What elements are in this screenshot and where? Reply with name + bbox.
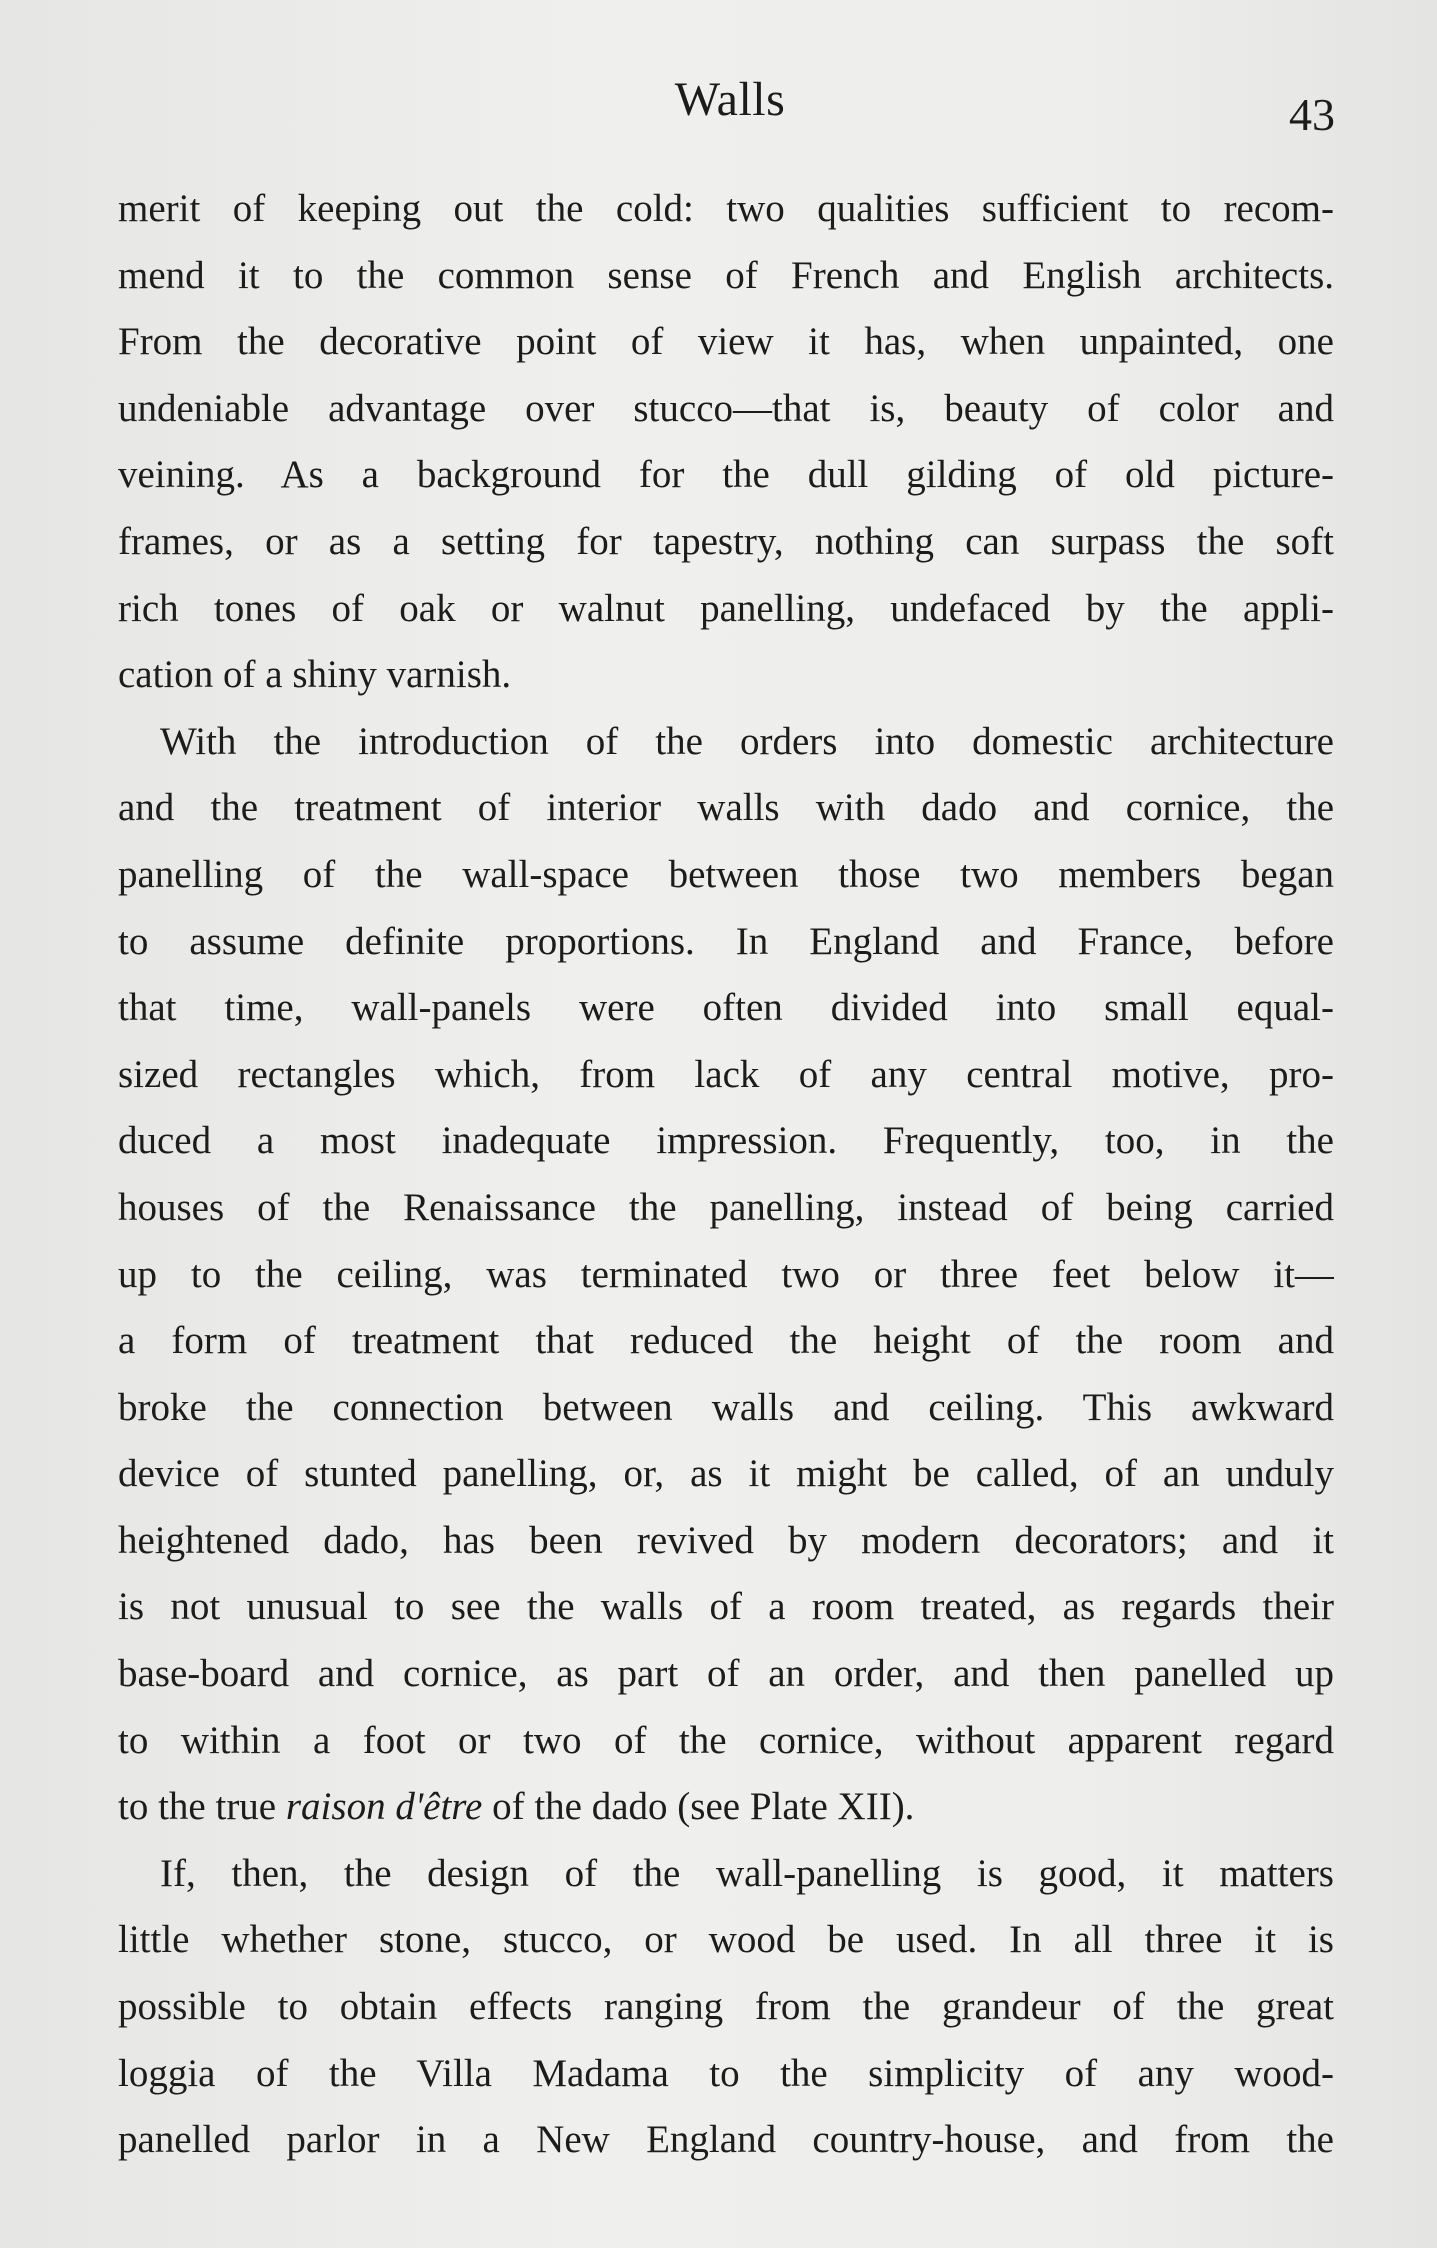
body-text: [118, 176, 1334, 2174]
text-line: undeniable advantage over stucco—that is, beauty of color and: [118, 386, 1334, 430]
text-line: If, then, the design of the wall-panelling is good, it matters: [160, 1851, 1334, 1895]
text-line: rich tones of oak or walnut panelling, undefaced by the appli-: [118, 586, 1334, 630]
running-head-title: Walls: [674, 73, 786, 126]
text-line: loggia of the Villa Madama to the simplicity of any wood-: [118, 2051, 1334, 2095]
text-line: mend it to the common sense of French and English architects.: [118, 253, 1334, 297]
text-line: that time, wall-panels were often divided into small equal-: [118, 986, 1334, 1030]
text-fragment: to the true: [118, 1785, 286, 1829]
text-line: and the treatment of interior walls with dado and cornice, the: [118, 786, 1334, 830]
text-line: veining. As a background for the dull gilding of old picture-: [118, 453, 1334, 497]
text-line: panelled parlor in a New England country-house, and from the: [118, 2118, 1334, 2162]
text-line: From the decorative point of view it has, when unpainted, one: [118, 320, 1334, 364]
text-line: is not unusual to see the walls of a room treated, as regards their: [118, 1585, 1334, 1629]
text-line: panelling of the wall-space between those two members began: [118, 852, 1334, 896]
italic-phrase: raison d'être: [285, 1785, 483, 1829]
text-line: little whether stone, stucco, or wood be used. In all three it is: [118, 1918, 1334, 1962]
text-line-with-italic: [118, 1774, 1334, 1841]
text-line: With the introduction of the orders into domestic architecture: [160, 719, 1334, 763]
text-line: device of stunted panelling, or, as it might be called, of an unduly: [118, 1452, 1334, 1496]
text-line: houses of the Renaissance the panelling, instead of being carried: [118, 1185, 1334, 1229]
text-line: merit of keeping out the cold: two qualities sufficient to recom-: [118, 187, 1334, 230]
page-number: 43: [1289, 89, 1335, 140]
text-fragment: of the dado (see Plate XII).: [482, 1785, 915, 1829]
text-line: sized rectangles which, from lack of any central motive, pro-: [118, 1052, 1334, 1096]
text-line: to within a foot or two of the cornice, without apparent regard: [118, 1718, 1334, 1762]
text-line: broke the connection between walls and ceiling. This awkward: [118, 1385, 1334, 1429]
text-line: cation of a shiny varnish.: [118, 653, 512, 697]
text-line: a form of treatment that reduced the height of the room and: [118, 1319, 1334, 1363]
text-line: heightened dado, has been revived by modern decorators; and it: [118, 1518, 1334, 1562]
text-line: frames, or as a setting for tapestry, nothing can surpass the soft: [118, 519, 1334, 563]
text-line: possible to obtain effects ranging from the grandeur of the great: [118, 1985, 1334, 2029]
text-line: base-board and cornice, as part of an order, and then panelled up: [118, 1652, 1334, 1696]
text-line: to assume definite proportions. In England and France, before: [118, 919, 1334, 963]
text-line: up to the ceiling, was terminated two or three feet below it—: [118, 1252, 1334, 1296]
running-head: [0, 62, 1437, 142]
text-line: duced a most inadequate impression. Frequently, too, in the: [118, 1119, 1334, 1163]
